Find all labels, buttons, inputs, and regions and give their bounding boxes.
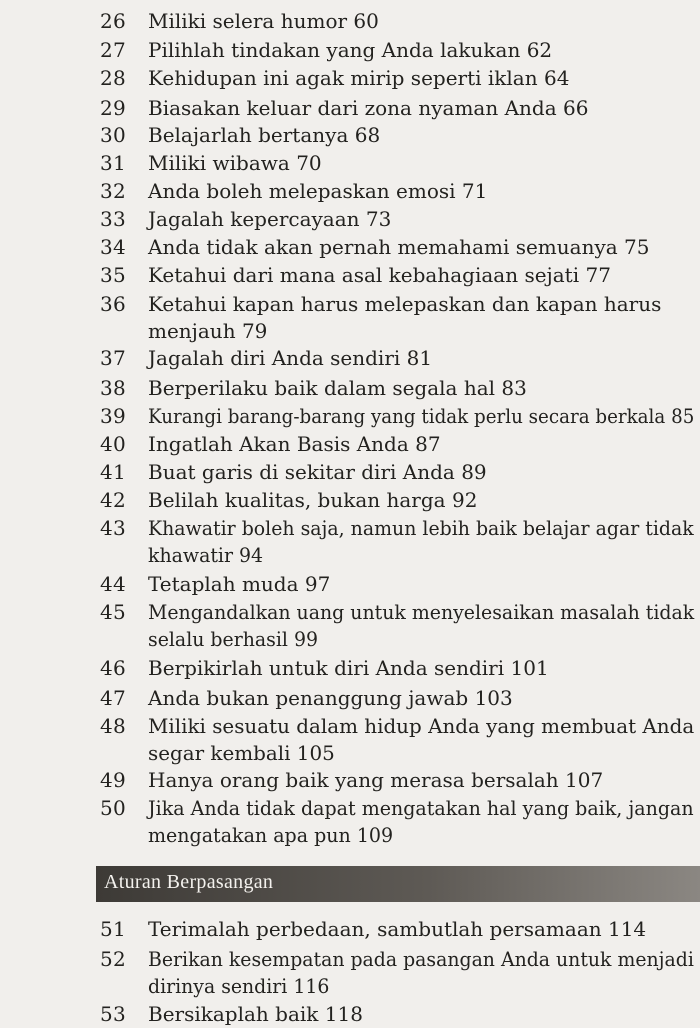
entry-page-number: 85: [671, 404, 695, 428]
entry-number: 35: [100, 263, 127, 287]
entry-title-text: Mengandalkan uang untuk menyelesaikan masalah tidak: [148, 600, 695, 624]
entry-number: 36: [100, 292, 127, 316]
entry-number: 26: [100, 9, 127, 33]
entry-page-number: 62: [526, 38, 553, 62]
entry-page-number: 118: [324, 1002, 363, 1026]
entry-title: [148, 916, 688, 943]
entry-title-continuation-text: dirinya sendiri: [148, 974, 288, 998]
entry-title-text: Biasakan keluar dari zona nyaman Anda: [148, 96, 557, 120]
entry-title-text: Jika Anda tidak dapat mengatakan hal yang baik, jangan: [148, 796, 694, 820]
entry-number: 46: [100, 656, 127, 680]
entry-title: [148, 65, 688, 92]
entry-number: 38: [100, 376, 127, 400]
entry-title-text: Belilah kualitas, bukan harga: [148, 488, 446, 512]
section-header: [96, 866, 700, 902]
entry-page-number: 103: [474, 686, 513, 710]
entry-title: [148, 37, 688, 64]
entry-title-text: Kurangi barang-barang yang tidak perlu secara berkala: [148, 404, 666, 428]
entry-title: [148, 487, 688, 514]
entry-title-text: Belajarlah bertanya: [148, 123, 349, 147]
entry-title-continuation-text: khawatir: [148, 543, 234, 567]
entry-title: [148, 122, 688, 149]
entry-title: [148, 685, 688, 712]
entry-title-text: Berpikirlah untuk diri Anda sendiri: [148, 656, 505, 680]
entry-number: 47: [100, 686, 127, 710]
entry-title-text: Berperilaku baik dalam segala hal: [148, 376, 496, 400]
entry-title-text: Anda tidak akan pernah memahami semuanya: [148, 235, 618, 259]
entry-page-number: 105: [296, 741, 335, 765]
entry-number: 40: [100, 432, 127, 456]
entry-title: [148, 571, 688, 598]
entry-number: 42: [100, 488, 127, 512]
entry-page-number: 77: [585, 263, 611, 287]
entry-title-text: Miliki wibawa: [148, 151, 290, 175]
entry-number: 50: [100, 796, 127, 820]
entry-title-continuation: [148, 318, 688, 345]
entry-title-text: Terimalah perbedaan, sambutlah persamaan: [148, 917, 602, 941]
entry-page-number: 66: [562, 96, 589, 120]
entry-page-number: 68: [354, 123, 381, 147]
entry-title-text: Jagalah diri Anda sendiri: [148, 346, 401, 370]
entry-title-text: Ketahui kapan harus melepaskan dan kapan harus: [148, 292, 662, 316]
entry-page-number: 94: [239, 543, 264, 567]
entry-number: 32: [100, 179, 127, 203]
entry-page-number: 107: [565, 768, 604, 792]
entry-title: [148, 234, 688, 261]
entry-title: [148, 767, 688, 794]
entry-title-text: Berikan kesempatan pada pasangan Anda untuk menjadi: [148, 947, 694, 971]
entry-page-number: 79: [241, 319, 268, 343]
entry-number: 52: [100, 947, 127, 971]
entry-title: [148, 375, 688, 402]
entry-title-continuation: [148, 542, 658, 569]
entry-number: 44: [100, 572, 127, 596]
entry-page-number: 60: [353, 9, 379, 33]
entry-title-text: Kehidupan ini agak mirip seperti iklan: [148, 66, 538, 90]
entry-title: [148, 8, 688, 35]
entry-title-text: Tetaplah muda: [148, 572, 299, 596]
entry-title-text: Anda bukan penanggung jawab: [148, 686, 469, 710]
entry-page-number: 114: [607, 917, 647, 941]
entry-page-number: 109: [356, 823, 394, 847]
entry-title: [148, 178, 688, 205]
entry-number: 34: [100, 235, 127, 259]
entry-title: [148, 291, 688, 345]
entry-title-continuation-text: selalu berhasil: [148, 627, 288, 651]
entry-title-text: Ingatlah Akan Basis Anda: [148, 432, 409, 456]
entry-title: [148, 459, 688, 486]
entry-page-number: 83: [501, 376, 527, 400]
entry-page-number: 70: [296, 151, 322, 175]
entry-title-text: Anda boleh melepaskan emosi: [148, 179, 456, 203]
entry-title-continuation: [148, 626, 658, 653]
entry-page-number: 116: [293, 974, 330, 998]
entry-title: [148, 262, 688, 289]
entry-number: 31: [100, 151, 127, 175]
entry-number: 43: [100, 516, 127, 540]
entry-number: 48: [100, 714, 127, 738]
entry-number: 29: [100, 96, 127, 120]
entry-title: [148, 946, 694, 1000]
entry-number: 30: [100, 123, 127, 147]
entry-title: [148, 431, 688, 458]
entry-number: 33: [100, 207, 127, 231]
entry-number: 45: [100, 600, 127, 624]
entry-title: [148, 599, 695, 653]
entry-title-continuation-text: mengatakan apa pun: [148, 823, 351, 847]
entry-page-number: 71: [461, 179, 488, 203]
entry-page-number: 92: [451, 488, 478, 512]
entry-title-continuation: [148, 973, 657, 1000]
entry-title: [148, 795, 694, 849]
entry-title-text: Bersikaplah baik: [148, 1002, 319, 1026]
entry-title-text: Miliki sesuatu dalam hidup Anda yang membuat Anda: [148, 714, 695, 738]
entry-page-number: 73: [365, 207, 392, 231]
entry-title-text: Buat garis di sekitar diri Anda: [148, 460, 455, 484]
entry-title: [148, 95, 688, 122]
entry-title: [148, 713, 695, 767]
entry-number: 37: [100, 346, 127, 370]
entry-title-text: Miliki selera humor: [148, 9, 348, 33]
entry-title: [148, 1001, 688, 1028]
entry-title-continuation: [148, 822, 662, 849]
entry-title-continuation-text: menjauh: [148, 319, 236, 343]
entry-title: [148, 515, 694, 569]
entry-title-text: Jagalah kepercayaan: [148, 207, 360, 231]
entry-title: [148, 403, 695, 430]
entry-number: 49: [100, 768, 127, 792]
entry-title-text: Pilihlah tindakan yang Anda lakukan: [148, 38, 521, 62]
entry-page-number: 89: [461, 460, 487, 484]
entry-number: 39: [100, 404, 127, 428]
entry-page-number: 87: [415, 432, 441, 456]
entry-page-number: 75: [624, 235, 650, 259]
entry-title: [148, 150, 688, 177]
entry-title: [148, 655, 688, 682]
entry-page-number: 97: [304, 572, 331, 596]
entry-title: [148, 206, 688, 233]
entry-number: 41: [100, 460, 127, 484]
entry-title-text: Khawatir boleh saja, namun lebih baik belajar agar tidak: [148, 516, 694, 540]
section-title: Aturan Berpasangan: [104, 871, 274, 893]
entry-title: [148, 345, 688, 372]
entry-page-number: 101: [510, 656, 549, 680]
entry-title-text: Ketahui dari mana asal kebahagiaan sejati: [148, 263, 580, 287]
entry-page-number: 81: [406, 346, 433, 370]
entry-page-number: 64: [543, 66, 570, 90]
entry-title-continuation-text: segar kembali: [148, 741, 291, 765]
entry-number: 53: [100, 1002, 127, 1026]
entry-title-continuation: [148, 740, 685, 767]
entry-number: 27: [100, 38, 127, 62]
entry-number: 51: [100, 917, 127, 941]
entry-page-number: 99: [293, 627, 319, 651]
entry-title-text: Hanya orang baik yang merasa bersalah: [148, 768, 559, 792]
entry-number: 28: [100, 66, 127, 90]
